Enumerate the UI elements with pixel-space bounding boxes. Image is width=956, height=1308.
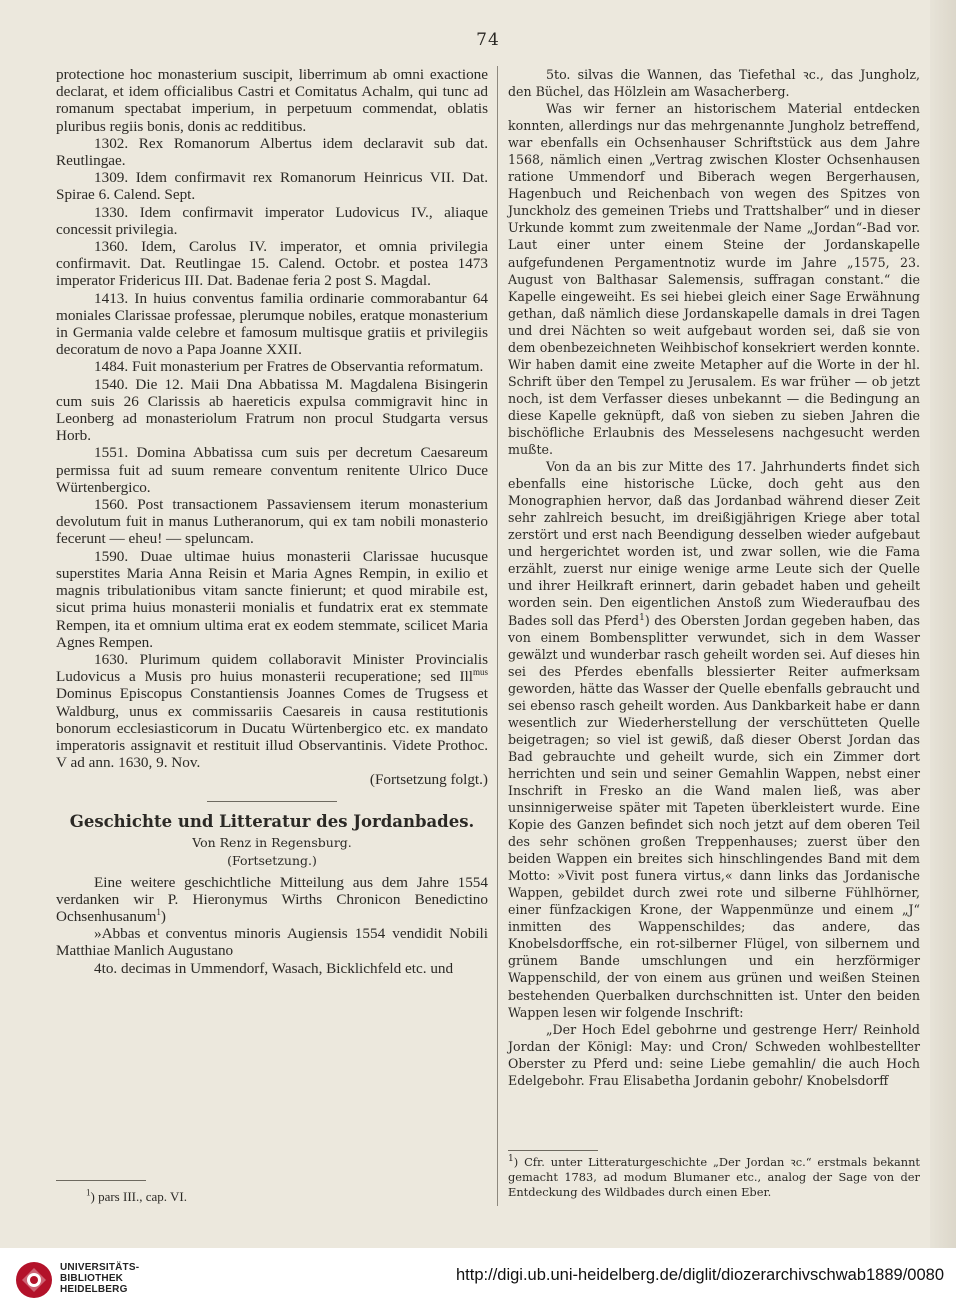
footer-bar — [0, 1248, 956, 1308]
page-number: 74 — [476, 30, 500, 50]
article-continuation: (Fortsetzung.) — [227, 852, 317, 868]
library-name-line: BIBLIOTHEK — [60, 1273, 124, 1284]
paragraph-1630-a: 1630. Plurimum quidem collaboravit Minister Provincialis Ludovicus a Musis pro huius monasterii recuperatione; sed Ill — [56, 650, 488, 686]
paragraph: 1540. Die 12. Maii Dna Abbatissa M. Magdalena Bisingerin cum suis 26 Clarissis ab haereticis expulsa commigravit hinc in Leonberg ad monasteriolum Fratrum non procul Studgarta versus Horb. — [56, 375, 488, 445]
library-name-line: UNIVERSITÄTS- — [60, 1262, 140, 1273]
continuation-note: (Fortsetzung folgt.) — [369, 771, 488, 789]
paragraph — [56, 874, 488, 926]
paragraph-text: ) des Obersten Jordan gegeben haben, das von einem Bombensplitter verwundet, sich in dem Wasser gewälzt und wunderbar rasch geheilt worden sei. Auf dieses hin sei des Pferdes ebenfalls blessierter Reiter aufmerksam geworden, hätte das Wasser der Quelle ebenfalls gebraucht und sei ebenso rasch geheilt worden. Aus Dankbarkeit habe er dann wesentlich zur Wiederherstellung der verschütteten Quelle beigetragen; so viel ist gewiß, daß dieser Oberst Jordan das Bad gebrauchte und geheilt wurde, sich ein Zimmer dort herrichten und sein und seiner Gemahlin Wappen, nebst einer Inschrift in Fresko an die Wand malen ließ, was aber unsinnigerweise später mit Tapeten überkleistert wurde. Eine Kopie des Ganzen befindet sich noch jetzt auf dem oberen Teil des sehr schönen großen Treppenhauses; zuerst über den beiden Wappen ein breites sich hinschlingendes Band mit dem Motto: »Vivit post funera virtus,« dann links das Jordanische Wappen, gebildet durch zwei rote und silberne Fühlhörner, einer fünfzackigen Krone, der Wappenmünze und einem „J“ inmitten des Wappenschildes; das andere, das Knobelsdorffsche, ein rot-silberner Flügel, von silbernem und grünem Bande umschlungen und ein herzförmiger Wappenschild, der von einem aus grünen und weißen Steinen bestehenden Querbalken durchschnitten ist. Unter den beiden Wappen lesen wir folgende Inschrift: — [508, 612, 921, 1020]
footnote-body: ) pars III., cap. VI. — [90, 1189, 187, 1204]
paragraph: 1360. Idem, Carolus IV. imperator, et omnia privilegia confirmavit. Dat. Reutlingae 15. Calend. Octobr. et postea 1473 imperator Fridericus III. Dat. Badenae feria 2 post S. Magdal. — [56, 238, 488, 290]
quote: 4to. decimas in Ummendorf, Wasach, Bicklichfeld etc. und — [94, 959, 454, 977]
paragraph: 1309. Idem confirmavit rex Romanorum Heinricus VII. Dat. Spirae 6. Calend. Sept. — [56, 169, 488, 204]
footnote-text — [56, 1189, 187, 1204]
paragraph: 1330. Idem confirmavit imperator Ludovicus IV., aliaque concessit privilegia. — [56, 203, 488, 238]
right-footnote — [508, 1150, 920, 1200]
article-byline: Von Renz in Regensburg. — [192, 834, 352, 850]
paragraph: Was wir ferner an historischem Material entdecken konnten, allerdings nur das mehrgenannte Jungholz betreffend, war ebenfalls ein Ochsenhauser Schriftstück aus dem Jahre 1568, nämlich einen „Vertrag zwischen Kloster Ochsenhausen ratione Ummendorf und Biberach wegen Bergerhausen, Hagenbuch und Reichenbach von wegen des Spitzes von Junckholz des gemeinen Triebs und Trattshalber“ und in dieser Urkunde kommt zum zweitenmale der Name „Jordan“-Bad vor. Laut einer unter einem Steine der Jordanskapelle aufgefundenen Pergamentnotiz wurde im Jahre „1575, 23. August von Balthasar Salemensis, suffragan constant.“ die Kapelle eingeweiht. Es sei hiebei gleich einer Sage Erwähnung gethan, daß nämlich diese Jordanskapelle damals in drei Tagen und drei Nächten so weit aufgebaut worden sei, daß sie von dem obenbezeichneten Weihbischof konsekriert werden konnte. Wir haben damit eine zweite Metapher auf die Worte in der hl. Schrift über den Tempel zu Jerusalem. Es war früher — ob jetzt noch, ist dem Verfasser dieses unbekannt — die Bedingung an diese Kapelle geknüpft, daß von sieben zu sieben Jahren die bischöfliche Erlaubnis des Messelesens nachgesucht werden mußte. — [508, 101, 920, 458]
paragraph-1630-b: Dominus Episcopus Constantiensis Joannes Comes de Trugsess et Waldburg, unus ex commissariis Caesareis in causa restitutionis bonorum ecclesiasticorum in Ducatu Würtenbergico etc. ex mandato imperatoris assignavit et restituit illud Observantinis. Videte Prothoc. V ad ann. 1630, 9. Nov. — [56, 685, 488, 772]
section-divider — [207, 801, 337, 802]
footnote-body: ) Cfr. unter Litteraturgeschichte „Der Jordan ꝛc.“ erstmals bekannt gemacht 1783, ad modum Blumaner etc., analog der Sage von der Entdeckung des Wildbades durch einen Eber. — [508, 1155, 920, 1199]
paragraph: 1484. Fuit monasterium per Fratres de Observantia reformatum. — [94, 358, 484, 376]
source-url-link[interactable]: http://digi.ub.uni-heidelberg.de/diglit/diozerarchivschwab1889/0080 — [456, 1266, 944, 1284]
superscript: mus — [472, 667, 488, 678]
footnote-text — [508, 1155, 920, 1199]
paragraph: 1590. Duae ultimae huius monasterii Clarissae hucusque superstites Maria Anna Reisin et Maria Agnes Rempin, in exilio et magnis tribulationibus vitam sancte finierunt; et quod mirabile est, sicut prima huius monasterii monialis et fundatrix erat ex stemmate Rempen, ita et omnium ultima erat ex eodem stemmate, scilicet Maria Agnes Rempen. — [56, 547, 488, 651]
left-footnote — [56, 1180, 488, 1205]
inscription: „Der Hoch Edel gebohrne und gestrenge Herr/ Reinhold Jordan der Königl: May: und Cron/ Schweden wohlbestellter Oberster zu Pferd und: seine Liebe gemahlin/ die auch Hoch Edelgebohr. Frau Elisabetha Jordanin gebohr/ Knobelsdorff — [508, 1021, 920, 1088]
right-column — [508, 66, 920, 1089]
library-name — [60, 1262, 139, 1295]
quote: »Abbas et conventus minoris Augiensis 1554 vendidit Nobili Matthiae Manlich Augustano — [56, 925, 488, 960]
left-column — [56, 66, 488, 977]
page-edge-shadow — [930, 0, 956, 1308]
paragraph: 1560. Post transactionem Passaviensem iterum monasterium devolutum fuit in manus Lutheranorum, qui ex tam nobili monasterio fecerunt — eheu! — speluncam. — [56, 496, 488, 548]
footnote-rule — [508, 1150, 598, 1151]
footnote-mark: 1 — [86, 1187, 91, 1198]
column-divider — [497, 66, 498, 1206]
footnote-mark: 1 — [508, 1154, 514, 1165]
article-title: Geschichte und Litteratur des Jordanbades. — [69, 811, 475, 831]
paragraph-text: ) — [160, 907, 166, 925]
library-name-line: HEIDELBERG — [60, 1284, 128, 1295]
paragraph-1630 — [56, 651, 488, 771]
paragraph: 1413. In huius conventus familia ordinarie commorabantur 64 moniales Clarissae professae, plerumque nobiles, eratque monasterium in Germania valde celebre et famosum multisque gratiis et privilegiis decoratum de novo a Papa Joanne XXII. — [56, 289, 488, 359]
paragraph-text: Eine weitere geschichtliche Mitteilung aus dem Jahre 1554 verdanken wir P. Hieronymus Wirths Chronicon Benedictino Ochsenhusanum — [56, 873, 488, 925]
paragraph: protectione hoc monasterium suscipit, liberrimum ab omni exactione declarat, et idem officialibus Castri et Comitatus Achalm, qui tunc ad romanum spectabat imperium, in perpetuum commendat, oblatis pluribus regiis bonis, donis ac redditibus. — [56, 66, 488, 135]
paragraph: 1551. Domina Abbatissa cum suis per decretum Caesareum permissa fuit ad suum remeare conventum renitente Ulrico Duce Würtenbergico. — [56, 444, 488, 496]
paragraph: 1302. Rex Romanorum Albertus idem declaravit sub dat. Reutlingae. — [56, 134, 488, 170]
paragraph-text: Von da an bis zur Mitte des 17. Jahrhunderts findet sich ebenfalls eine historische Lücke, doch geht aus den Monographien hervor, daß das Jordanbad während dieser Zeit sehr zahlreich besucht, im dreißigjährigen Kriege aber total zerstört und erst nach Beendigung desselben wieder aufgebaut und hergerichtet worden ist, und zwar sollen, wie die Fama erzählt, zuerst nur einige wenige arme Leute sich der Quelle und ihrer Heilkraft erinnert, darin gebadet haben und geheilt worden sein. Den eigentlichen Anstoß zum Wiederaufbau des Bades soll das Pferd — [508, 459, 920, 628]
library-logo-icon — [14, 1260, 54, 1300]
footnote-ref: 1 — [639, 612, 645, 623]
footnote-ref: 1 — [156, 906, 161, 917]
footnote-rule — [56, 1180, 146, 1181]
paragraph: 5to. silvas die Wannen, das Tiefethal ꝛc., das Jungholz, den Büchel, das Hölzlein am Wasacherberg. — [508, 67, 920, 100]
paragraph — [508, 458, 920, 1021]
